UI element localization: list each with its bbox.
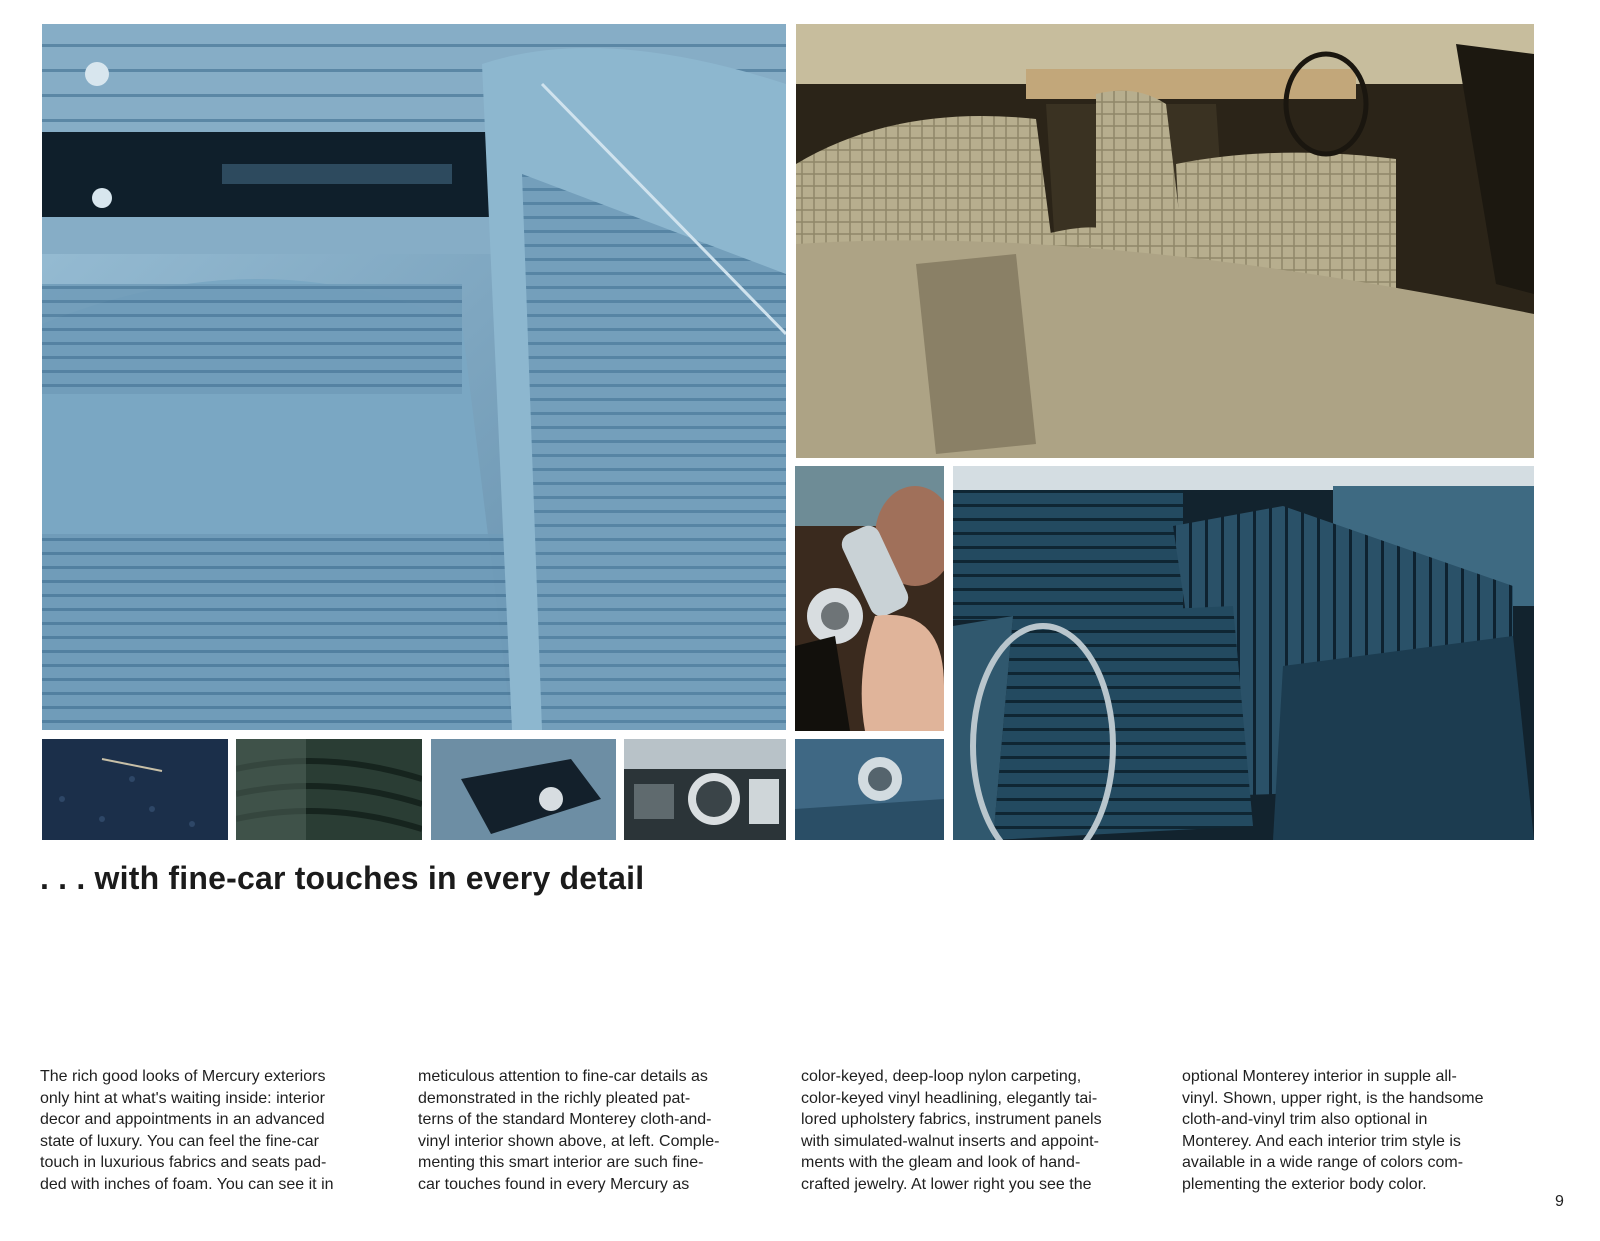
body-line: available in a wide range of colors com-: [1182, 1154, 1464, 1171]
page-number: 9: [1555, 1193, 1564, 1210]
body-line: terns of the standard Monterey cloth-and-: [418, 1111, 712, 1128]
body-line: Monterey. And each interior trim style is: [1182, 1132, 1461, 1150]
body-line: color-keyed, deep-loop nylon carpeting,: [801, 1068, 1082, 1085]
body-line: car touches found in every Mercury as: [418, 1175, 690, 1193]
armrest-ashtray-detail-photo: [431, 739, 616, 840]
body-line: vinyl interior shown above, at left. Comple-: [418, 1132, 720, 1150]
blue-cloth-seat-photo: [42, 24, 786, 730]
carpet-detail-photo: [42, 739, 228, 840]
body-line: optional Monterey interior in supple all-: [1182, 1068, 1457, 1085]
body-line: touch in luxurious fabrics and seats pad-: [40, 1154, 327, 1171]
body-line: ments with the gleam and look of hand-: [801, 1154, 1081, 1171]
body-line: state of luxury. You can feel the fine-car: [40, 1132, 319, 1150]
body-line: meticulous attention to fine-car details as: [418, 1068, 708, 1085]
body-line: crafted jewelry. At lower right you see the: [801, 1175, 1092, 1193]
body-line: demonstrated in the richly pleated pat-: [418, 1089, 691, 1107]
body-line: decor and appointments in an advanced: [40, 1111, 325, 1128]
page-heading: . . . with fine-car touches in every detail: [40, 860, 645, 896]
body-column-4: [1182, 1066, 1537, 1195]
body-line: menting this smart interior are such fine-: [418, 1154, 704, 1171]
body-line: The rich good looks of Mercury exteriors: [40, 1068, 326, 1085]
instrument-panel-detail-photo: [624, 739, 786, 840]
gold-cloth-interior-photo: [796, 24, 1534, 458]
dark-vinyl-interior-photo: [953, 466, 1534, 840]
body-column-2: [418, 1066, 773, 1195]
door-lock-knob-detail-photo: [795, 739, 944, 840]
body-line: with simulated-walnut inserts and appoint-: [801, 1132, 1099, 1150]
body-line: vinyl. Shown, upper right, is the handsome: [1182, 1089, 1484, 1107]
body-line: plementing the exterior body color.: [1182, 1175, 1427, 1193]
pleated-vinyl-detail-photo: [236, 739, 422, 840]
body-line: color-keyed vinyl headlining, elegantly tai-: [801, 1089, 1098, 1107]
body-column-3: [801, 1066, 1156, 1195]
body-line: only hint at what's waiting inside: interior: [40, 1089, 325, 1107]
body-line: ded with inches of foam. You can see it in: [40, 1175, 334, 1193]
cigarette-lighter-photo: [795, 466, 944, 731]
body-line: lored upholstery fabrics, instrument panels: [801, 1111, 1102, 1128]
body-line: cloth-and-vinyl trim also optional in: [1182, 1111, 1428, 1128]
body-column-1: [40, 1066, 395, 1195]
